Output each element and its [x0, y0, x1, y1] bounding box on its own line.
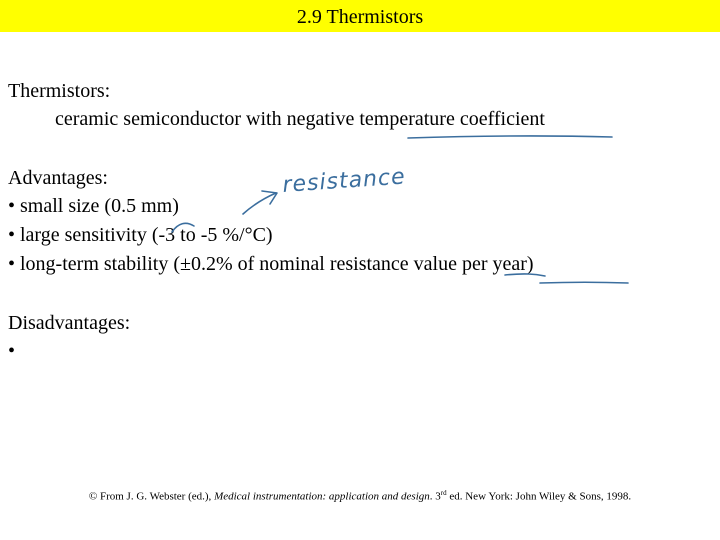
ink-underline-coefficient — [408, 136, 612, 138]
slide-title-bar — [0, 0, 720, 32]
thermistors-heading: Thermistors: — [8, 80, 111, 102]
advantages-heading: Advantages: — [8, 167, 108, 189]
advantage-item: • large sensitivity (-3 to -5 %/°C) — [8, 224, 273, 246]
disadvantages-heading: Disadvantages: — [8, 312, 131, 334]
slide-title: 2.9 Thermistors — [296, 6, 424, 28]
citation-suffix: ed. New York: John Wiley & Sons, 1998. — [446, 490, 632, 503]
citation-book-title: Medical instrumentation: application and design — [214, 490, 430, 503]
ink-arrowhead — [262, 191, 277, 204]
advantage-item: • long-term stability (±0.2% of nominal resistance value per year) — [8, 253, 534, 275]
citation-prefix: © From J. G. Webster (ed.), — [88, 490, 215, 503]
ink-handwritten-word: resistance — [281, 164, 407, 198]
citation — [0, 489, 720, 503]
disadvantage-item: • — [8, 340, 16, 362]
ink-arrow-shaft — [243, 193, 276, 214]
advantage-item: • small size (0.5 mm) — [8, 195, 179, 217]
citation-edition: . 3 — [429, 490, 441, 503]
citation-edition-superscript: rd — [440, 489, 447, 497]
thermistors-description: ceramic semiconductor with negative temperature coefficient — [55, 108, 545, 130]
